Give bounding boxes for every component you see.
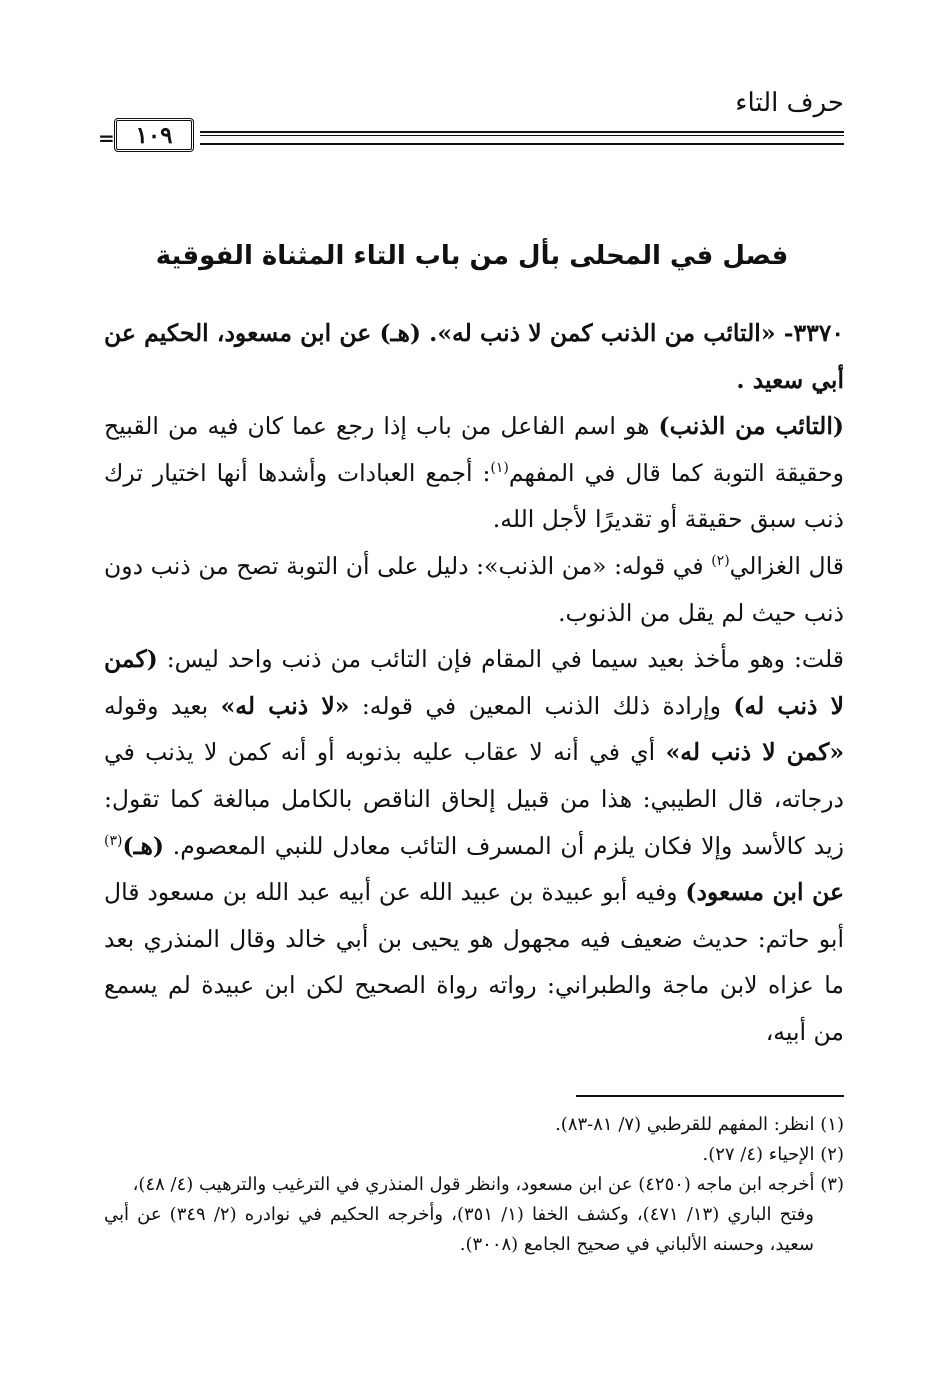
p1-bold: (التائب من الذنب) [658,412,844,441]
footnote-ref-3: (٣) [104,832,123,849]
hadith-text: «التائب من الذنب كمن لا ذنب له». (هـ) عن ابن مسعود، الحكيم عن أبي سعيد . [104,319,844,394]
p3-bold-4: (هـ) [122,831,164,860]
footnotes [104,1110,844,1260]
footnote-1: (١) انظر: المفهم للقرطبي (٧/ ٨١-٨٣). [555,1114,844,1135]
p3-bold-1: (كمن لا ذنب له) [104,645,844,720]
footnote-separator [576,1095,844,1097]
footnote-2: (٢) الإحياء (٤/ ٢٧). [702,1144,844,1165]
p3-bold-2: «لا ذنب له» [220,691,350,720]
p3-text-e: أي في أنه لا عقاب عليه بذنوبه أو أنه كمن لا يذنب في درجاته، قال الطيبي: هذا من قبيل إلحاق الناقص بالكامل مبالغة كما تقول: زيد كالأسد وإلا فكان يلزم أن المسرف التائب معادل للنبي المعصوم. [104,738,844,860]
paragraph-3 [104,636,844,1055]
footnote-ref-1: (١) [490,459,509,476]
p3-bold-3: «كمن لا ذنب له» [665,738,844,767]
running-title: حرف التاء [735,88,844,118]
header-rule [100,118,844,156]
p3-text-f: وفيه أبو عبيدة بن عبيد الله عن أبيه عبد الله بن مسعود قال أبو حاتم: حديث ضعيف فيه مجهول هو يحيى بن أبي خالد وقال المنذري بعد ما عزاه لابن ماجة والطبراني: رواته رواة الصحيح لكن ابن عبيدة لم يسمع من أبيه، [104,878,844,1046]
footnote-ref-2: (٢) [711,553,730,570]
p3-text-c: وإرادة ذلك الذنب المعين في قوله: [349,691,734,720]
page-number: ١٠٩ [114,118,194,152]
header-eq-mark: = [98,126,115,150]
paragraph-1 [104,403,844,543]
footnote-3-continued: وفتح الباري (١٣/ ٤٧١)، وكشف الخفا (١/ ٣٥١)، وأخرجه الحكيم في نوادره (٢/ ٣٤٩) عن أبي سعيد، وحسنه الألباني في صحيح الجامع (٣٠٠٨). [104,1204,814,1255]
hadith-entry [104,310,844,403]
main-text [104,310,844,1056]
header-double-rule [200,131,844,145]
p3-text-d: بعيد وقوله [104,691,221,720]
p1-text-a: هو اسم الفاعل من باب إذا رجع عما كان فيه من القبيح وحقيقة التوبة كما قال في المفهم [104,412,844,487]
p2-text-b: في قوله: «من الذنب»: دليل على أن التوبة تصح من ذنب دون ذنب حيث لم يقل من الذنوب. [104,551,844,627]
footnote-3: (٣) أخرجه ابن ماجه (٤٢٥٠) عن ابن مسعود، وانظر قول المنذري في الترغيب والترهيب (٤/ ٤٨)، [132,1174,844,1195]
p2-text-a: قال الغزالي [729,551,844,580]
p3-bold-5: عن ابن مسعود) [685,878,844,907]
section-title: فصل في المحلى بأل من باب التاء المثناة الفوقية [155,241,789,271]
p1-text-b: : أجمع العبادات وأشدها أنها اختيار ترك ذنب سبق حقيقة أو تقديرًا لأجل الله. [104,458,844,534]
entry-number: ٣٣٧٠- [783,319,844,347]
p3-text-a: قلت: وهو مأخذ بعيد سيما في المقام فإن التائب من ذنب واحد ليس: [157,645,844,674]
paragraph-2 [104,543,844,636]
